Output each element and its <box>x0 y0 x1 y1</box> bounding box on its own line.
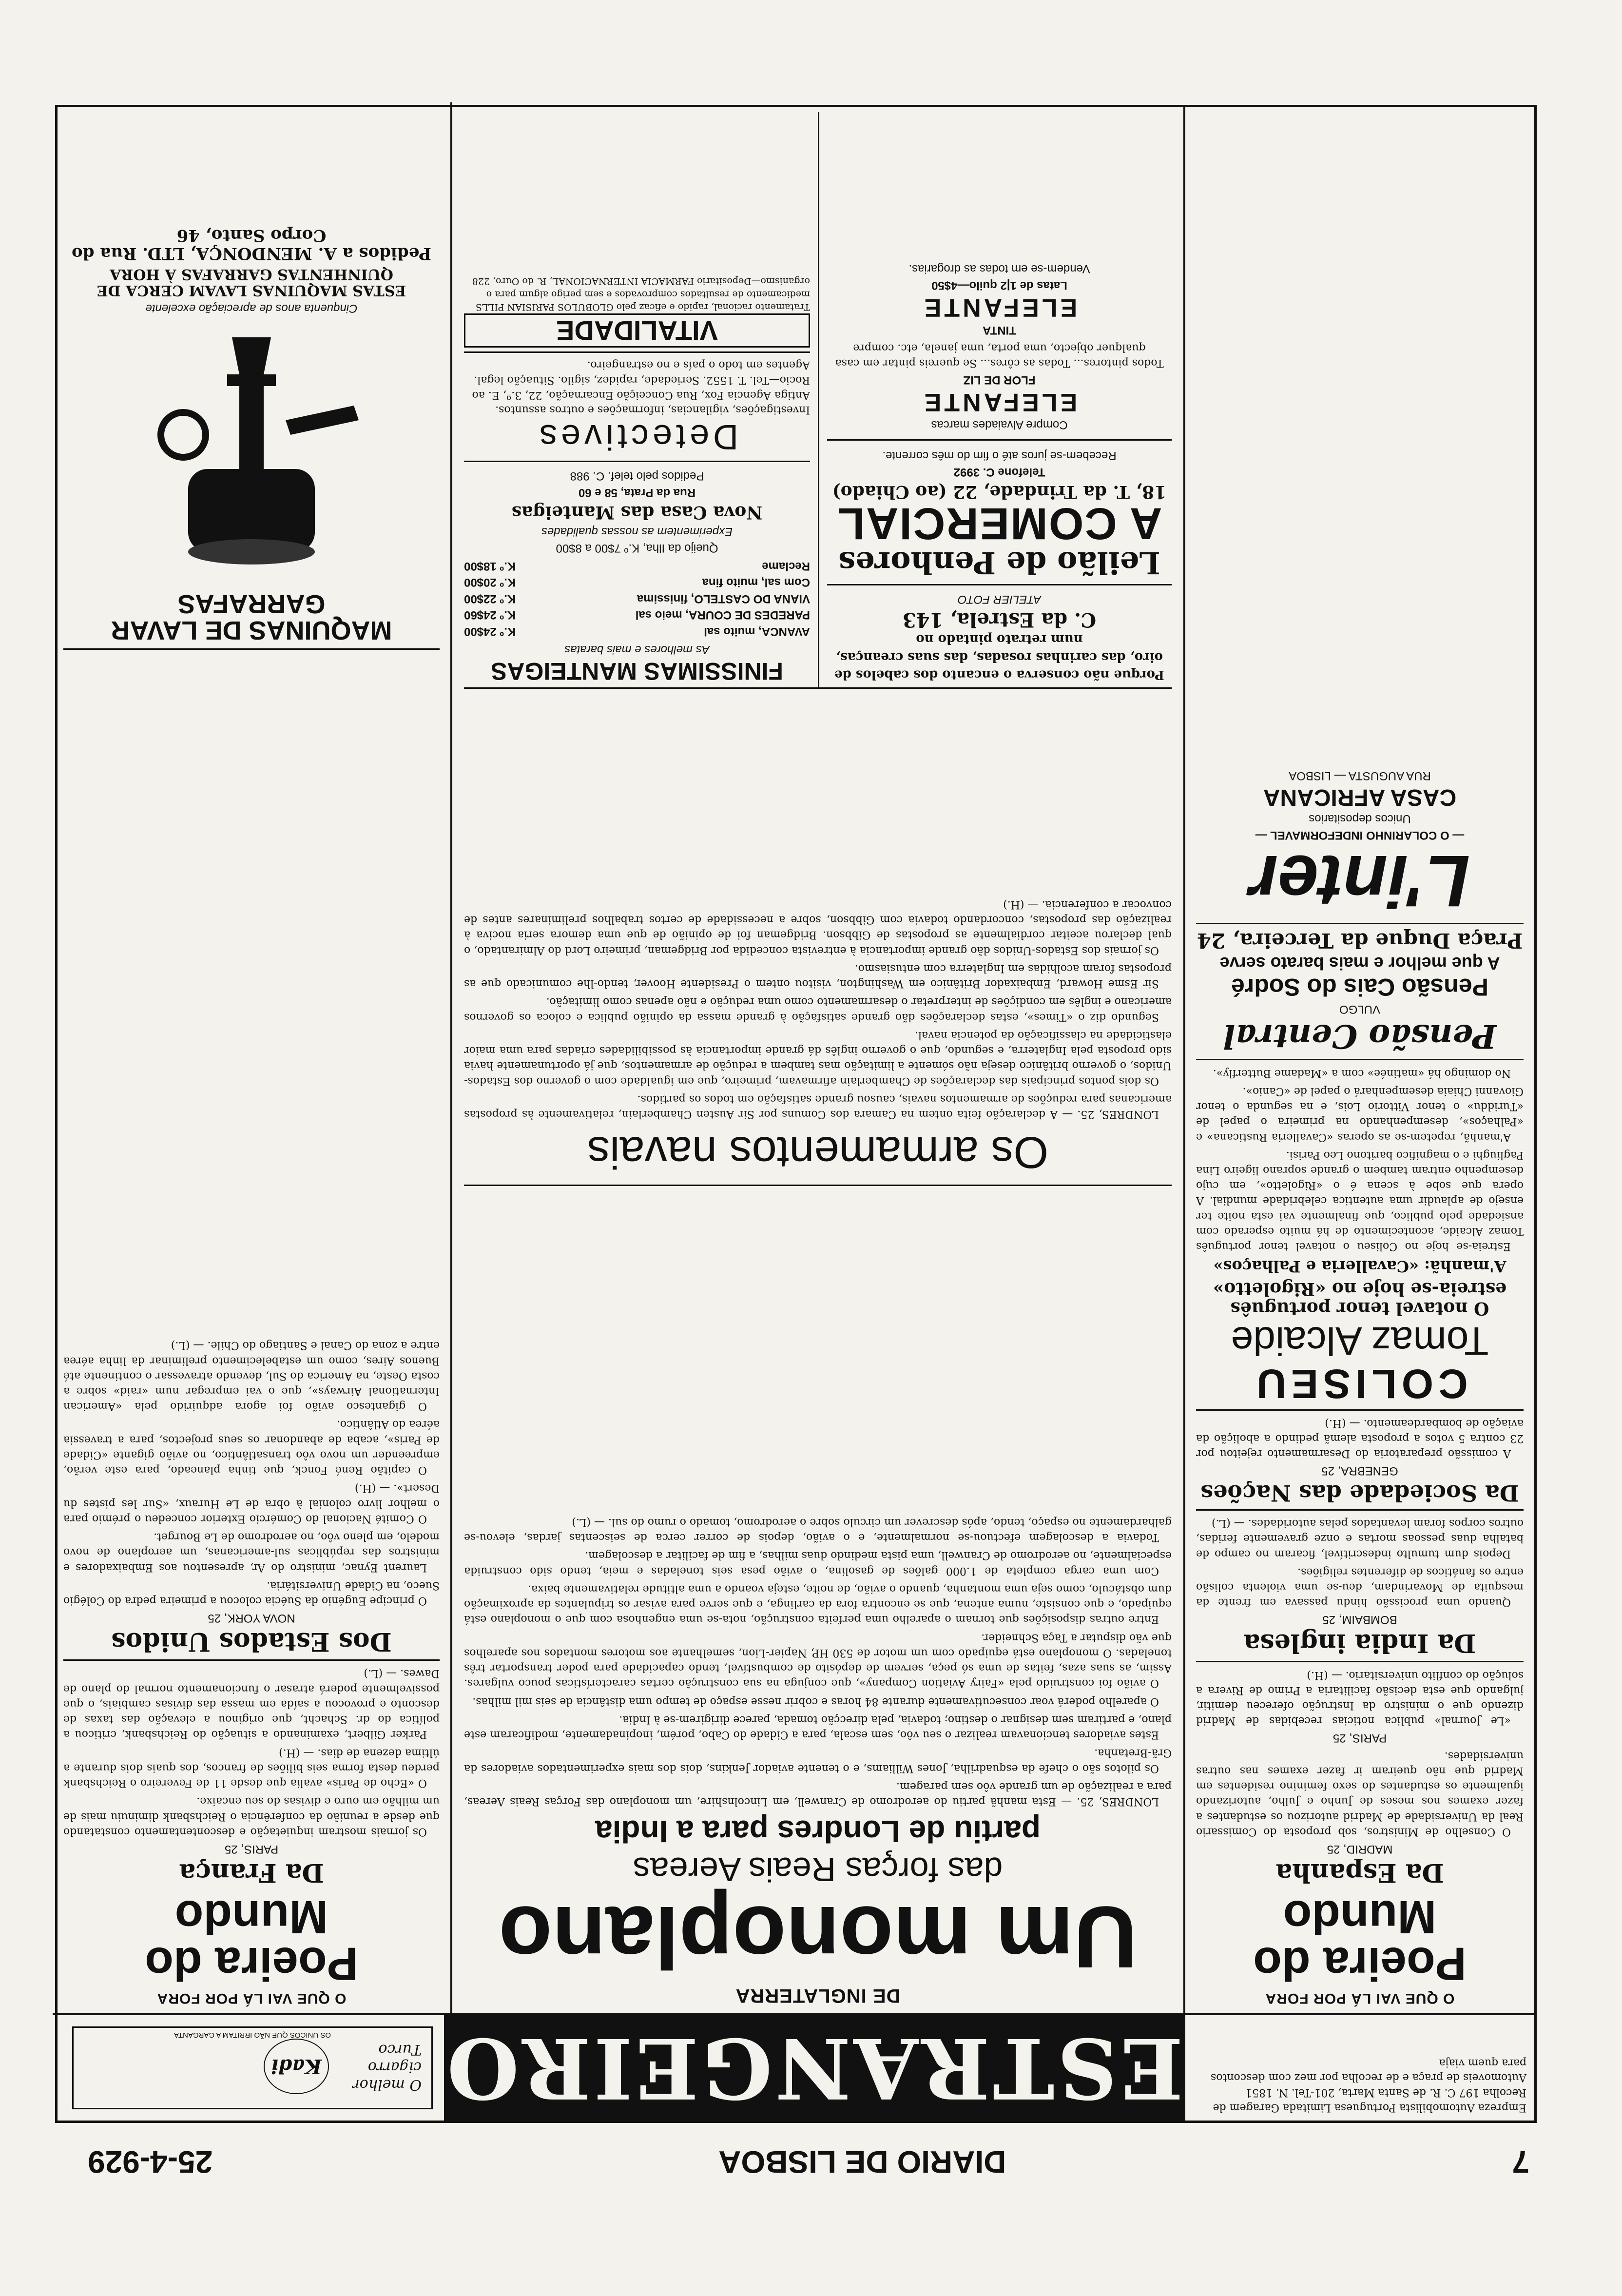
tinta-flower: FLOR DE LIZ <box>963 373 1036 387</box>
spain-paragraph: O Conselho de Ministros, sob proposta do Comissario Real da Universidade de Madrid autorizou os estudantes a fazer exames nos meses de Junho e Julho, autorizando igualmente os estudantes do sexo feminino residentes em Madrid que não queiram ir fazer exames nas outras universidades. <box>1196 1749 1524 1838</box>
monoplane-paragraph: Estes aviadores tencionavam realizar o seu vôo, sem escala, para a Cidade do Cabo, porém, inopinadamente, modificaram este plano, e partiram sem designar o destino; todavia, pela direcção tomada, parece dirigirem-se à India. <box>464 1713 1172 1741</box>
france-paragraph: Os jornais mostram inquietação e descontentamento constatando que desde a reunião da conferência o Reichsbank diminuiu mais de um milhão em ouro e divisas do seu encaixe. <box>63 1795 440 1838</box>
pensao-slogan: A que melhor e mais barato serve <box>1219 953 1500 973</box>
manteigas-phone: Pedidos pelo telef. C. 988 <box>570 469 704 483</box>
linter-tagline: — O COLARINHO INDEFORMAVEL — <box>1255 828 1465 842</box>
price-row <box>464 574 810 591</box>
pensao-address: Praça Duque da Terceira, 24 <box>1197 928 1523 953</box>
atelier-body: Porque não conserva o encanto dos cabelos de oiro, das carinhas rosadas, das suas creanças, num retrato pintado no <box>834 632 1164 682</box>
cigar-ad <box>53 2013 452 2121</box>
page-frame <box>55 105 1537 2123</box>
penhores-address: 18, T. da Trindade, 22 (ao Chiado) <box>832 481 1167 502</box>
left-heading: Poeira do Mundo <box>1253 1891 1467 1990</box>
usa-title: Dos Estados Unidos <box>63 1628 440 1661</box>
price-row <box>464 623 810 640</box>
france-paragraph: Parker Gilbert, examinando a situação do Reichsbank, criticou a política do dr. Schacht, que originou a elevação das taxas de desconto e provocou a saída em massa das divisas cambiais, o que possivelmente poderá atrasar o funcionamento normal do plano de Dawes. — (L.) <box>63 1667 440 1741</box>
tinta-body: Todos pintores... Todas as côres... Se quereis pintar em casa qualquer objecto, uma porta, uma janela, etc. compre <box>835 342 1164 370</box>
section-masthead <box>444 2013 1183 2121</box>
section-title: ESTRANGEIRO <box>444 2015 1183 2121</box>
price-item-value: K.º 22$00 <box>464 592 516 605</box>
tinta-label: TINTA <box>983 324 1016 337</box>
monoplane-paragraph: Os pilotos são o chefe da esquadrilha, Jones Williams, e o tenente aviador Jenkins, dois dos mais experimentados aviadores da Grã-Bretanha. <box>464 1747 1172 1774</box>
naval-paragraph: Os dois pontos principais das declarações de Chamberlain afirmavam, primeiro, que em igualdade com o governo dos Estados-Unidos, o governo britânico deseja não sómente a limitação mas tambem a redução de armamentos, que já oportunamente havia sido proposta pela Inglaterra, e segundo, que o governo inglês dá grande importancia às possibilidades criadas para uma maior elasticidade na classificação da potencia naval. <box>464 1029 1172 1087</box>
nations-title: Da Sociedade das Nações <box>1196 1480 1524 1511</box>
right-heading: Poeira do Mundo <box>145 1891 358 1990</box>
manteigas-title: FINISSIMAS MANTEIGAS <box>490 658 784 685</box>
vitalidade-body: Tratamento racional, rapido e eficaz pelo GLOBULOS PARISIAN PILLS medicamento de resultados comprovados e sem perigo algum para o organismo—Depositario FARMACIA INTERNACIONAL, R. do Ouro, 228 <box>472 276 810 313</box>
naval-title: Os armamentos navais <box>587 1128 1048 1177</box>
penhores-name: A COMERCIAL <box>836 498 1162 548</box>
coliseu-star: Tomaz Alcaide <box>1231 1318 1489 1363</box>
naval-paragraph: Sir Esme Howard, Embaixador Britânico em Washington, visitou ontem o Presidente Hoover, tendo-lhe comunicado que as propostas foram acolhidas em Inglaterra com entusiasmo. <box>464 962 1172 990</box>
manteigas-note: Experimentem as nossas qualidades <box>541 525 733 539</box>
pensao-label: VULGO <box>1339 1002 1381 1016</box>
monoplane-headline: Um monoplano <box>499 1888 1137 1986</box>
machine-body: ESTAS MAQUINAS LAVAM CERCA DE QUINHENTAS GARRAFAS À HORA <box>97 266 406 299</box>
price-item-value: K.º 24$00 <box>464 625 516 638</box>
left-column <box>1183 107 1534 2013</box>
price-item-name: Reclame <box>762 559 810 573</box>
bottle-washing-machine-icon <box>115 328 388 581</box>
price-item-value: K.º 18$00 <box>464 559 516 573</box>
france-title: Da França <box>179 1858 324 1887</box>
coliseu-body: No domingo há «matinée» com a «Madame Butterfly». <box>1213 1067 1511 1079</box>
monoplane-paragraph: Entre outras disposições que tornam o aparelho uma perfeita construção, nota-se uma engenhosa com que o monoplano está equipado, e que consiste, numa antena, que se encontra fora da carlinga, e que serve para avisar os tripulantes da aproximação dum obstáculo, como seja uma montanha, quando o avião, de noite, esteja voando a uma altitude relativamente baixa. <box>464 1582 1172 1626</box>
tinta-brand2: ELEFANTE <box>921 293 1078 322</box>
cigar-slogan: O melhor cigarro Turco <box>352 2041 422 2093</box>
naval-paragraph: Os jornais dos Estados-Unidos dão grande importancia à entrevista concedida por Bridgeman, primeiro Lord do Almirantado, o qual declarou aceitar cordialmente as propostas de Gibbson. Bridgeman foi de opinião de que uma demora seria nociva à realização das propostas, concordando todavia com Gibbson, sobre a necessidade de certos trabalhos preliminares antes de convocar a conferencia. — (H.) <box>464 898 1172 956</box>
page-number: 7 <box>1512 2144 1529 2179</box>
penhores-note: Recebem-se juros até o fim do mês corrente. <box>882 449 1117 463</box>
linter-shop: CASA AFRICANA <box>1263 784 1457 810</box>
coliseu-line1: O notavel tenor português estreia-se hoje no «Rigoletto» <box>1213 1278 1507 1319</box>
nations-place: GENEBRA, 25 <box>1321 1464 1398 1478</box>
nations-paragraph: A comissão preparatoria do Desarmamento rejeitou por 23 contra 5 votos a proposta alemã pedindo a abolição da aviação de bombardeamento. — (H.) <box>1196 1417 1524 1460</box>
naval-paragraph: LONDRES, 25. — A declaração feita ontem na Camara dos Comuns por Sir Austen Chamberlain, relativamente às propostas americanas para reduções de armamentos navais, causou grande satisfação em todos os partidos. <box>464 1092 1172 1120</box>
france-paragraph: O «Echo de Paris» avalia que desde 11 de Fevereiro o Reichsbank perdeu desta forma seis biliões de francos, dos quais dois durante a última dezena de dias. — (H.) <box>63 1746 440 1790</box>
tinta-sizes: Latas de 1|2 quilo—4$50 <box>931 279 1067 292</box>
coliseu-title: COLISEU <box>1252 1361 1468 1407</box>
monoplane-paragraph: Todavia a descolagem efectuou-se normalmente, e o avião, depois de correr cerca de seiscentas jardas, elevou-se galhardamente no espaço, tendo, após descrever um circulo sobre o aerodromo, tomado o rumo do sul. — (L.) <box>464 1516 1172 1544</box>
tinta-brand: ELEFANTE <box>921 388 1078 417</box>
price-row <box>464 607 810 623</box>
spain-paragraph: «Le Journal» publica noticias recebidas de Madrid dizendo que o ministro da Instrução ofereceu demitir, julgando que esta decisão facilitaria a Primo de Rivera a solução do conflito universitario. — (H.) <box>1196 1669 1524 1727</box>
newspaper-name: DIARIO DE LISBOA <box>718 2144 1006 2179</box>
linter-dep: Unicos depositarios <box>1309 812 1411 825</box>
usa-paragraph: Laurent Eynac, ministro do Ar, apresentou aos Embaixadores e ministros das repúblicas sul-americanas, um aeroplano de novo modelo, em pleno vôo, no aerodromo de Le Bourget. <box>63 1531 440 1574</box>
naval-article <box>464 687 1172 1185</box>
spain-title: Da Espanha <box>1275 1858 1444 1887</box>
ads-grid <box>464 112 1172 687</box>
usa-paragraph: O gigantesco avião foi agora adquirido pela «American International Airways», que o vai empregar num «raid» sobre a costa Oeste, na America do Sul, devendo atravessar o continente até Buenos Aires, como um estabelecimento preliminar da linha aérea entre a zona do Canal e Santiago do Chile. — (L.) <box>63 1339 440 1413</box>
ads-right <box>464 112 818 687</box>
usa-paragraph: O capitão René Fonck, que tinha planeado, para este verão, empreender um novo vôo transatlântico, no avião gigante «Cidade de Paris», acaba de abandonar os seus projectos, para a travessia aérea do Atlântico. <box>63 1418 440 1477</box>
penhores-phone: Telefone C. 3992 <box>953 466 1045 479</box>
spain-place: MADRID, 25 <box>1327 1842 1393 1856</box>
folio-line <box>88 2140 1529 2184</box>
india-paragraph: Depois dum tumulto indescritível, ficaram no campo de batalha duas pessoas mortas e onze gravemente feridas, outros corpos foram levantados pelas autoridades. — (L.) <box>1196 1517 1524 1560</box>
machine-illustration <box>63 318 440 591</box>
machine-address: Pedidos a A. MENDONÇA, LTD. Rua do Corpo Santo, 46 <box>72 225 431 263</box>
coliseu-body: A'manhã, repetem-se as operas «Cavalleria Rusticana» e «Palhaços», desempenhando na primeira o papel de «Turiddu» o tenor Vittorio Lois, e na segunda o tenor Giovanni Chiaia desempenhará o papel de «Canio». <box>1196 1085 1524 1143</box>
naval-paragraph: Segundo diz o «Times», estas declarações dão grande satisfação à grande massa da opinião publica e coloca os governos americano e inglês em condições de interpretar o desarmamento como uma redução e não apenas como limitação. <box>464 995 1172 1023</box>
price-item-name: AVANCA, muito sal <box>704 625 810 638</box>
price-row <box>464 558 810 574</box>
detectives-body: Investigações, vigilancias, informações e outros assuntos. Antiga Agencia Fox, Rua Conceição Encarnação, 22, 3.º, E. ao Rocio—Tel. T. 1552. Seriedade, rapidez, sigilo. Situação legal. Agentes em todo o país e no estrangeiro. <box>472 359 810 416</box>
atelier-address: C. da Estrela, 143 <box>902 608 1097 631</box>
machine-subhead: Cinquenta anos de apreciação excelente <box>145 302 358 315</box>
monoplane-paragraph: O aparelho poderá voar consecutivamente durante 84 horas e cobrir nesse espaço de tempo uma distância de seis mil milhas. <box>472 1695 1159 1708</box>
monoplane-paragraph: Com uma carga completa de 1.000 galões de gasolina, o avião pesa seis toneladas e meia, tendo sido construida especialmente, no aerodromo de Cranwell, uma pista medindo duas milhas, a fim de facilitar a descolagem. <box>464 1549 1172 1577</box>
coliseu-body: Estreia-se hoje no Coliseu o notavel tenor português Tomaz Alcaide, acontecimento de há muito esperado com ansiedade pelo publico, que finalmente vai esta noite ter ensejo de aplaudir uma autentica celebridade mundial. A opera que sobe à scena é o «Rigoletto», em cujo desempenho entram tambem o grande soprano ligeiro Lina Pagliughi e o magnifico baritono Leo Parisi. <box>1196 1148 1524 1253</box>
manteigas-subtitle: As melhores e mais baratas <box>564 643 710 656</box>
manteigas-price-list <box>464 558 810 640</box>
right-column <box>53 102 452 2013</box>
cigar-brand-logo: Kadi <box>264 2039 329 2094</box>
garage-ad <box>1183 2013 1534 2121</box>
india-place: BOMBAIM, 25 <box>1322 1613 1397 1627</box>
pensao-title: Pensão Central <box>1223 1017 1497 1056</box>
monoplane-subheadline: das forças Reais Aereas <box>633 1850 1003 1888</box>
garage-ad-text: Empreza Automobilista Portuguesa Limitada Garagem de Recolha 197 C. R. de Santa Marta, 201-Tel. N. 1851 Automoveis de praça e de recolha por mez com descontos para quem viaja <box>1210 2056 1526 2114</box>
machine-headline: MAQUINAS DE LAVAR GARRAFAS <box>111 589 392 645</box>
usa-place: NOVA YORK, 25 <box>208 1612 295 1625</box>
monoplane-paragraph: LONDRES, 25. — Esta manhã partiu do aerodromo de Cranwell, em Lincolnshire, um monoplano das Forças Reais Aereas, para a realização de um grande vôo sem paragem. <box>464 1780 1172 1808</box>
penhores-title: Leilão de Penhores <box>838 545 1160 581</box>
price-item-name: PAREDES DE COURA, meio sal <box>635 608 810 622</box>
right-kicker: O QUE VAI LÁ POR FORA <box>156 1990 347 2006</box>
monoplane-paragraph: O avião foi construido pela «Fairy Aviation Company», que conjuga na sua construção certas características pouco vulgares. Assim, as suas azas, feitas de uma só peça, servem de depósito de combustível, tendo capacidade para poder transportar três toneladas. O monoplano está equipado com um motor de 530 HP, Napier-Lion, semelhante aos motores montados nos aparelhos que vão disputar a Taça Schneider. <box>464 1631 1172 1690</box>
manteigas-address: Rua da Prata, 58 e 60 <box>578 486 696 500</box>
usa-paragraph: O Comité Nacional do Comércio Exterior concedeu o prémio para o melhor livro colonial à obra de Le Huraux, «Sur les pistes du Desert». — (H.) <box>63 1482 440 1525</box>
india-paragraph: Quando uma procissão hindu passava em frente da mesquita de Movarindam, deu-se uma violenta colisão entre os fanáticos de diferentes religiões. <box>1196 1565 1524 1609</box>
france-place: PARIS, 25 <box>224 1842 279 1856</box>
linter-shop-address: RUA AUGUSTA — LISBOA <box>1289 769 1431 782</box>
ads-left <box>818 112 1172 687</box>
pensao-name: Pensão Cais do Sodré <box>1231 973 1488 1001</box>
tinta-intro: Compre Alvaiades marcas <box>931 418 1068 432</box>
india-title: Da India inglesa <box>1196 1629 1524 1662</box>
paris-place: PARIS, 25 <box>1332 1732 1387 1745</box>
detectives-title: Detectives <box>535 417 739 457</box>
price-item-value: K.º 20$00 <box>464 576 516 589</box>
cigar-fine-print: OS UNICOS QUE NÃO IRRITAM A GARGANTA <box>174 2031 331 2039</box>
monoplane-article <box>464 1185 1172 2013</box>
monoplane-deck: partiu de Londres para a India <box>595 1814 1041 1849</box>
machine-ad <box>63 221 440 648</box>
usa-paragraph: O principe Eugénio da Suécia colocou a primeira pedra do Colégio Sueco, na Cidade Universitária. <box>63 1579 440 1607</box>
manteigas-cheese: Queijo da Ilha, K.º 7$00 a 8$00 <box>556 542 718 555</box>
center-column <box>452 102 1183 2013</box>
issue-date: 25-4-929 <box>88 2144 213 2179</box>
linter-title: L'inter <box>1249 840 1470 922</box>
price-row <box>464 590 810 607</box>
monoplane-kicker: DE INGLATERRA <box>735 1985 901 2006</box>
atelier-name: ATELIER FOTO <box>957 592 1042 606</box>
manteigas-shop: Nova Casa das Manteigas <box>511 502 763 523</box>
price-item-name: Com sal, muito fina <box>702 576 810 589</box>
tinta-sold: Vendem-se em todas as drogarias. <box>908 262 1090 276</box>
cigar-ad-box <box>72 2026 433 2109</box>
vitalidade-title: VITALIDADE <box>464 313 810 348</box>
price-item-name: VIANA DO CASTELO, finissima <box>637 592 810 605</box>
coliseu-line2: A'manhã: «Cavalleria e Palhaços» <box>1213 1257 1506 1276</box>
price-item-value: K.º 24$60 <box>464 608 516 622</box>
left-kicker: O QUE VAI LÁ POR FORA <box>1265 1990 1455 2006</box>
